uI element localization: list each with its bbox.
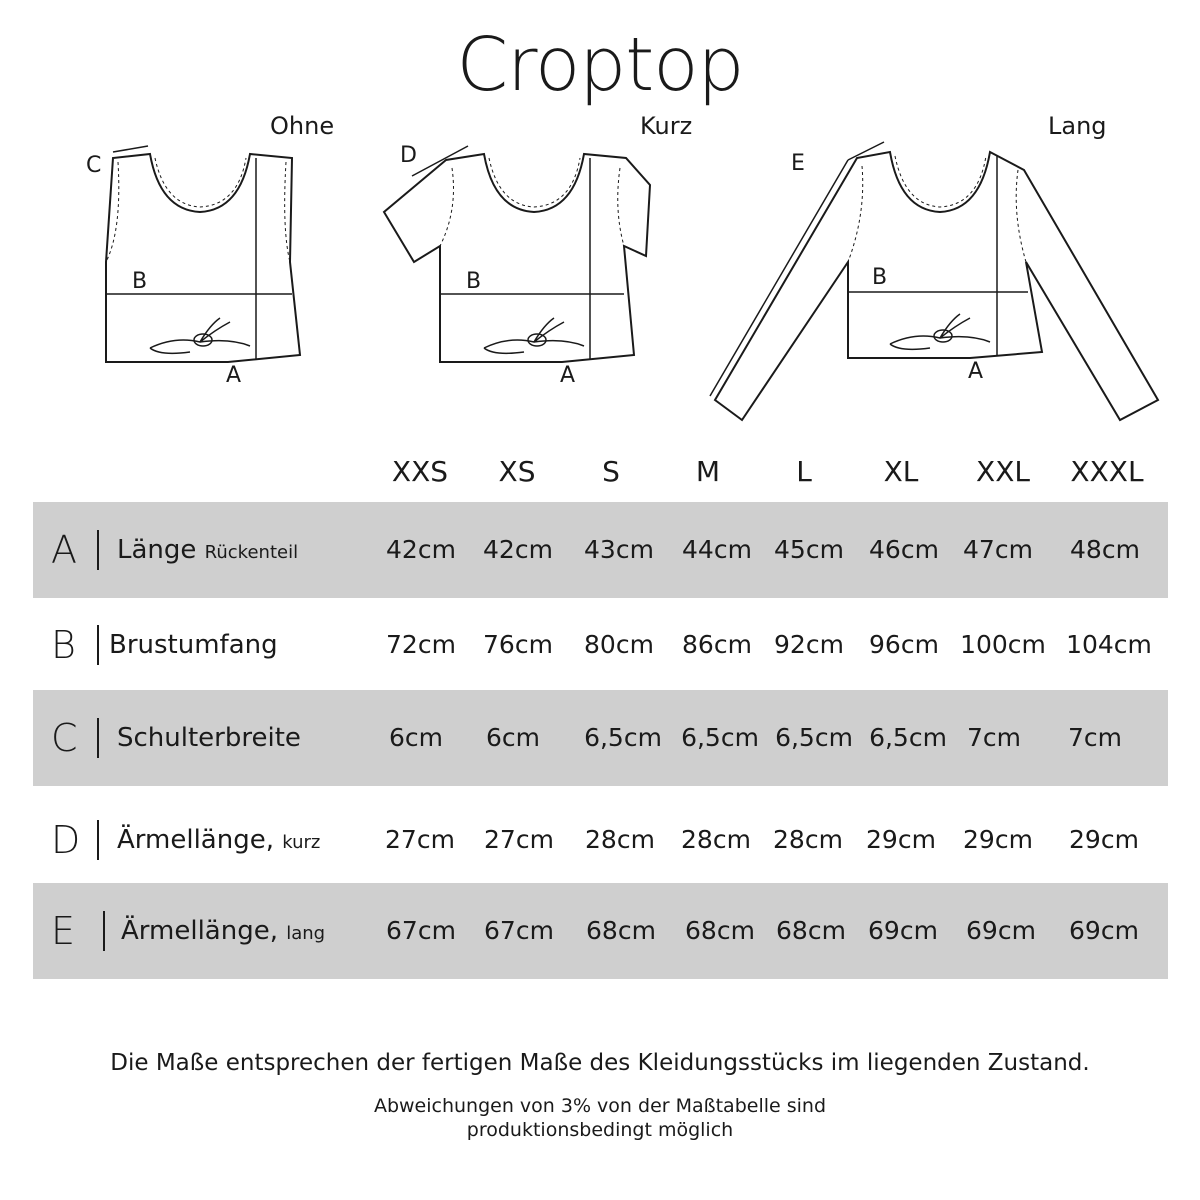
- footer-disclaimer-line2: produktionsbedingt möglich: [466, 1119, 734, 1141]
- size-header-xl: XL: [883, 455, 919, 488]
- table-cell: 6,5cm: [584, 723, 662, 752]
- table-cell: 6cm: [485, 723, 540, 752]
- variant-label-kurz: Kurz: [640, 112, 693, 140]
- table-cell: 80cm: [584, 630, 654, 659]
- table-cell: 69cm: [966, 916, 1036, 945]
- table-cell: 28cm: [585, 825, 655, 854]
- table-cell: 86cm: [682, 630, 752, 659]
- diagram-letter-b-lang: B: [872, 265, 888, 290]
- size-header-xs: XS: [498, 455, 536, 488]
- row-divider: [97, 718, 99, 758]
- table-cell: 76cm: [483, 630, 553, 659]
- table-cell: 29cm: [963, 825, 1033, 854]
- table-cell: 69cm: [1069, 916, 1139, 945]
- table-cell: 28cm: [773, 825, 843, 854]
- table-cell: 44cm: [682, 535, 752, 564]
- table-cell: 27cm: [484, 825, 554, 854]
- diagram-lang: [710, 142, 1158, 420]
- table-cell: 47cm: [963, 535, 1033, 564]
- diagram-kurz: [384, 146, 650, 362]
- table-cell: 6,5cm: [869, 723, 947, 752]
- table-cell: 7cm: [966, 723, 1021, 752]
- row-letter: C: [51, 716, 78, 760]
- footer-note: Die Maße entsprechen der fertigen Maße des Kleidungsstücks im liegenden Zustand.: [110, 1050, 1090, 1076]
- diagram-letter-a-kurz: A: [560, 363, 576, 388]
- table-cell: 67cm: [386, 916, 456, 945]
- row-letter: B: [51, 623, 76, 667]
- variant-label-ohne: Ohne: [270, 112, 335, 140]
- row-label: Länge Rückenteil: [117, 535, 299, 565]
- garment-diagrams: [0, 0, 1200, 440]
- row-letter: E: [51, 909, 76, 953]
- size-header-m: M: [695, 455, 721, 488]
- size-header-xxl: XXL: [976, 455, 1030, 488]
- row-divider: [97, 820, 99, 860]
- row-label: Schulterbreite: [117, 723, 301, 753]
- diagram-letter-a-ohne: A: [226, 363, 242, 388]
- size-header-xxxl: XXXL: [1070, 455, 1144, 488]
- row-label: Ärmellänge, kurz: [117, 825, 321, 855]
- table-cell: 43cm: [584, 535, 654, 564]
- table-cell: 29cm: [1069, 825, 1139, 854]
- table-cell: 42cm: [483, 535, 553, 564]
- table-cell: 6,5cm: [681, 723, 759, 752]
- table-cell: 68cm: [776, 916, 846, 945]
- table-cell: 42cm: [386, 535, 456, 564]
- table-row-a: [33, 502, 1168, 598]
- size-header-l: L: [796, 455, 812, 488]
- table-cell: 100cm: [960, 630, 1046, 659]
- diagram-letter-c: C: [86, 153, 102, 178]
- row-divider: [97, 625, 99, 665]
- table-cell: 67cm: [484, 916, 554, 945]
- diagram-letter-b-kurz: B: [466, 269, 482, 294]
- table-cell: 92cm: [774, 630, 844, 659]
- table-cell: 96cm: [869, 630, 939, 659]
- diagram-ohne: [106, 146, 300, 362]
- table-cell: 104cm: [1066, 630, 1152, 659]
- size-header-xxs: XXS: [391, 455, 449, 488]
- row-letter: D: [51, 818, 81, 862]
- table-cell: 6cm: [388, 723, 443, 752]
- row-label: Ärmellänge, lang: [121, 916, 326, 946]
- diagram-letter-a-lang: A: [968, 359, 984, 384]
- diagram-letter-b-ohne: B: [132, 269, 148, 294]
- row-divider: [103, 911, 105, 951]
- footer-disclaimer: [0, 1094, 1200, 1142]
- table-cell: 48cm: [1070, 535, 1140, 564]
- variant-label-lang: Lang: [1048, 112, 1107, 140]
- table-cell: 29cm: [866, 825, 936, 854]
- table-row-d: [33, 792, 1168, 888]
- table-row-c: [33, 690, 1168, 786]
- table-cell: 28cm: [681, 825, 751, 854]
- table-cell: 46cm: [869, 535, 939, 564]
- table-cell: 72cm: [386, 630, 456, 659]
- diagram-letter-e: E: [791, 151, 805, 176]
- table-cell: 68cm: [586, 916, 656, 945]
- table-cell: 45cm: [774, 535, 844, 564]
- table-cell: 7cm: [1067, 723, 1122, 752]
- size-header-s: S: [602, 455, 620, 488]
- table-cell: 68cm: [685, 916, 755, 945]
- row-letter: A: [51, 528, 77, 572]
- footer-disclaimer-line1: Abweichungen von 3% von der Maßtabelle sind: [373, 1095, 827, 1117]
- row-label: Brustumfang: [109, 630, 278, 660]
- table-row-e: [33, 883, 1168, 979]
- table-cell: 27cm: [385, 825, 455, 854]
- row-divider: [97, 530, 99, 570]
- page-title: Croptop: [456, 22, 744, 108]
- table-row-b: [33, 597, 1168, 693]
- diagram-letter-d: D: [400, 143, 417, 168]
- table-cell: 69cm: [868, 916, 938, 945]
- table-cell: 6,5cm: [775, 723, 853, 752]
